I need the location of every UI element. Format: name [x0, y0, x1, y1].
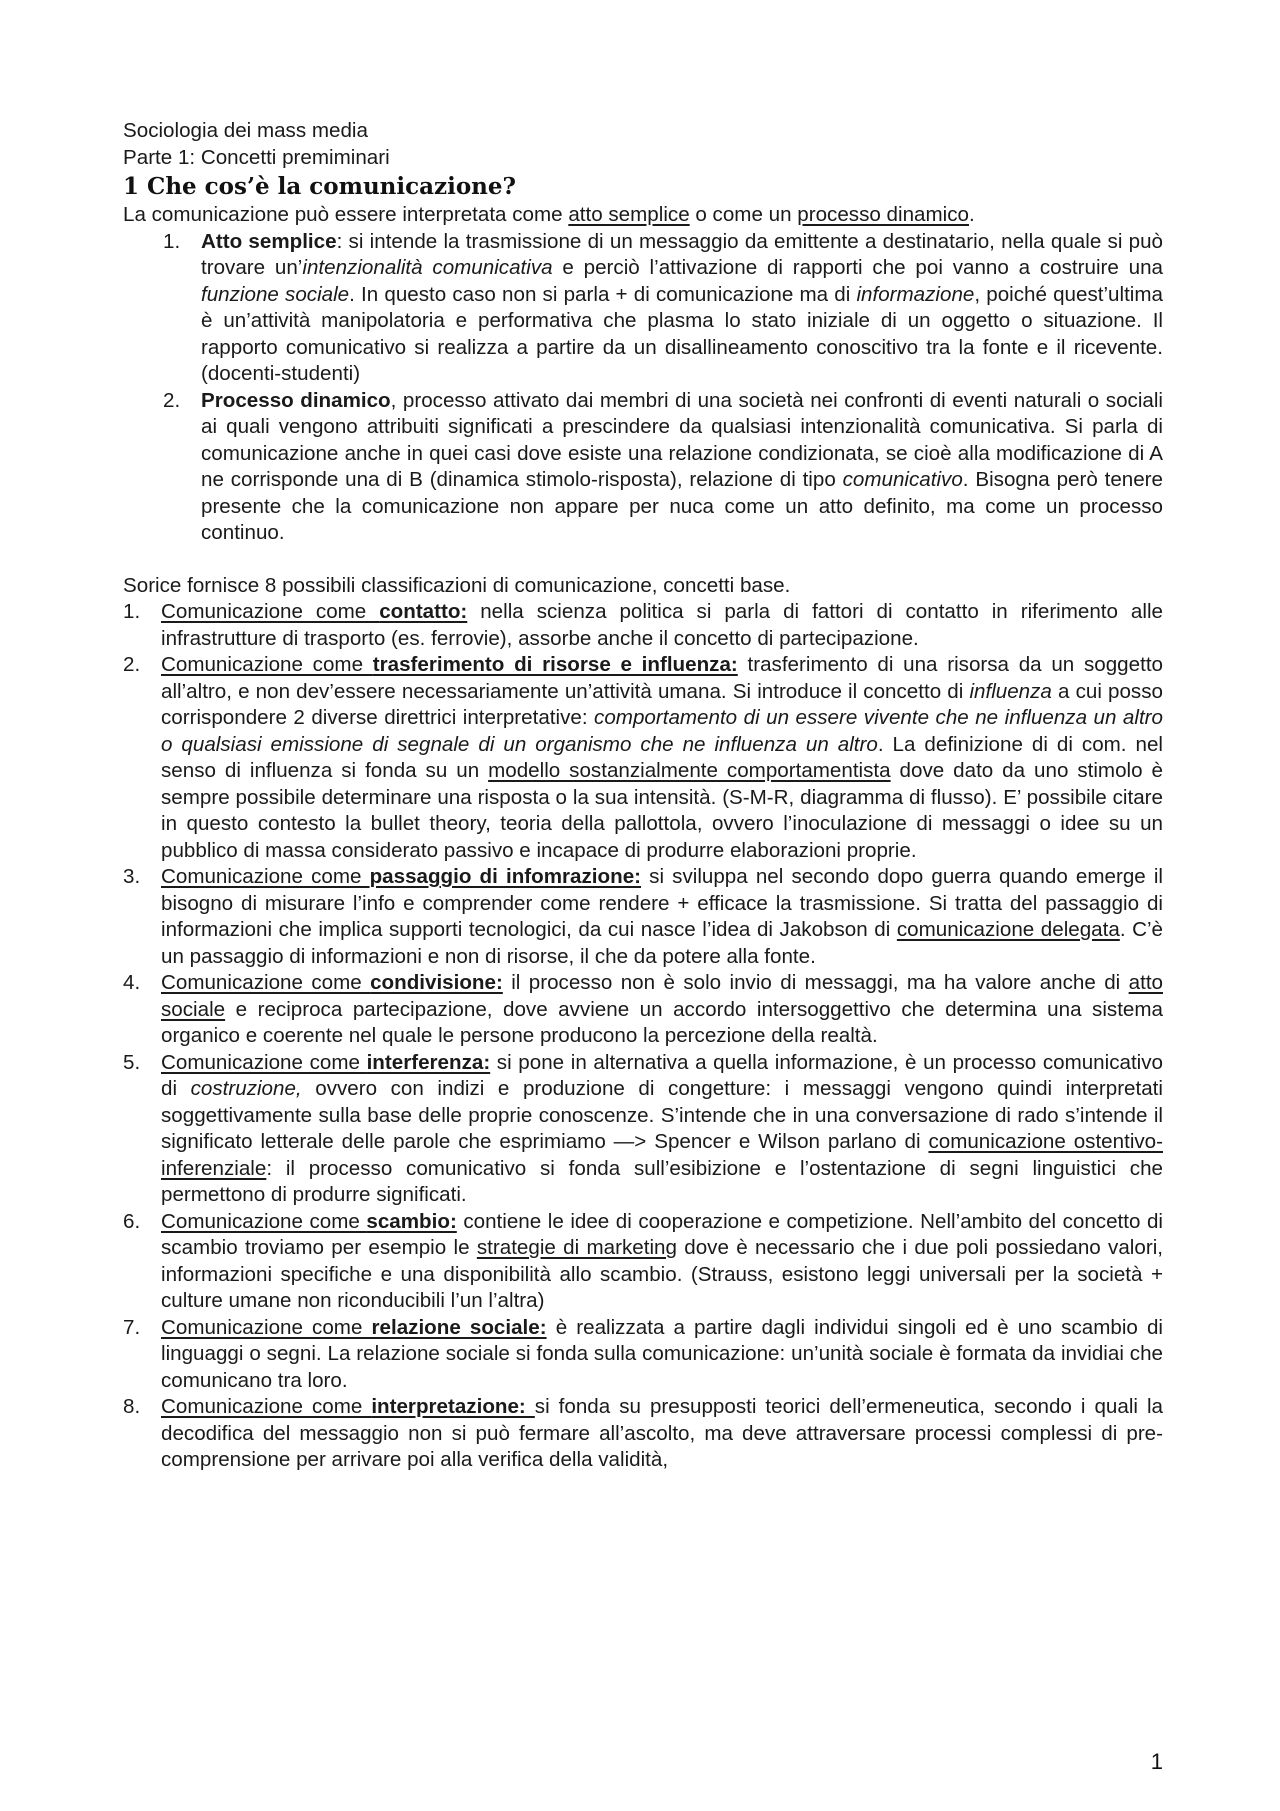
page-number: 1 — [1150, 1749, 1163, 1774]
intro-paragraph: La comunicazione può essere interpretata come atto semplice o come un processo dinamico. — [123, 203, 975, 226]
list-item: 5. Comunicazione come interferenza: si pone in alternativa a quella informazione, è un processo comunicativo di costruzione, ovvero con indizi e produzione di congetture: i messaggi vengono quindi interpretati soggettivamente sulla base delle proprie conoscenze. S’intende che in una conversazione di rado s’intende il significato letterale delle parole che esprimiamo —> Spencer e Wilson parlano di comunicazione ostentivo-inferenziale: il processo comunicativo si fonda sull’esibizione e l’ostentazione di segni linguistici che permettono di produrre significati. — [123, 1050, 1164, 1206]
list-item: 8. Comunicazione come interpretazione: si fonda su presupposti teorici dell’ermeneutica, secondo i quali la decodifica del messaggio non si può fermare all’ascolto, ma deve attraversare processi complessi di pre-comprensione per arrivare poi alla verifica della validità, — [123, 1395, 1163, 1471]
section-heading: 1 Che cos’è la comunicazione? — [123, 173, 517, 200]
list-item: 3. Comunicazione come passaggio di infomrazione: si sviluppa nel secondo dopo guerra quando emerge il bisogno di misurare l’info e comprender come rendere + efficace la trasmissione. Si tratta del passaggio di informazioni che implica supporti tecnologici, da cui nasce l’idea di Jakobson di comunicazione delegata. C’è un passaggio di informazioni e non di risorse, il che da potere alla fonte. — [123, 865, 1164, 968]
part-title: Parte 1: Concetti premiminari — [123, 145, 390, 169]
course-title: Sociologia dei mass media — [123, 119, 368, 142]
document-page — [123, 118, 1163, 1474]
list-item: 1. Comunicazione come contatto: nella scienza politica si parla di fattori di contatto in riferimento alle infrastrutture di trasporto (es. ferrovie), assorbe anche il concetto di partecipazione. — [123, 600, 1163, 650]
definition-list — [123, 229, 1163, 547]
sorice-intro: Sorice fornisce 8 possibili classificazioni di comunicazione, concetti base. — [123, 573, 791, 597]
list-item: 6. Comunicazione come scambio: contiene le idee di cooperazione e competizione. Nell’ambito del concetto di scambio troviamo per esempio le strategie di marketing dove è necessario che i due poli possiedano valori, informazioni specifiche e una disponibilità allo scambio. (Strauss, esistono leggi universali per la società + culture umane non riconducibili l’un l’altra) — [123, 1209, 1163, 1312]
list-item: 7. Comunicazione come relazione sociale: è realizzata a partire dagli individui singoli ed è uno scambio di linguaggi o segni. La relazione sociale si fonda sulla comunicazione: un’unità sociale è formata da invidiai che comunicano tra loro. — [123, 1315, 1163, 1392]
list-item: 1. Atto semplice: si intende la trasmissione di un messaggio da emittente a destinatario, nella quale si può trovare un’intenzionalità comunicativa e perciò l’attivazione di rapporti che poi vanno a costruire una funzione sociale. In questo caso non si parla + di comunicazione ma di informazione, poiché quest’ultima è un’attività manipolatoria e performativa che plasma lo stato iniziale di un oggetto o situazione. Il rapporto comunicativo si realizza a partire da un disallineamento conoscitivo tra la fonte e il ricevente. (docenti-studenti) — [163, 229, 1163, 385]
list-item: 4. Comunicazione come condivisione: il processo non è solo invio di messaggi, ma ha valore anche di atto sociale e reciproca partecipazione, dove avviene un accordo intersoggettivo che determina una sistema organico e coerente nel quale le persone producono la percezione della realtà. — [123, 971, 1163, 1047]
classification-list — [123, 599, 1163, 1474]
list-item: 2. Comunicazione come trasferimento di risorse e influenza: trasferimento di una risorsa da un soggetto all’altro, e non dev’essere necessariamente un’attività umana. Si introduce il concetto di influenza a cui posso corrispondere 2 diverse direttrici interpretative: comportamento di un essere vivente che ne influenza un altro o qualsiasi emissione di segnale di un organismo che ne influenza un altro. La definizione di di com. nel senso di influenza si fonda su un modello sostanzialmente comportamentista dove dato da uno stimolo è sempre possibile determinare una risposta o la sua intensità. (S-M-R, diagramma di flusso). E’ possibile citare in questo contesto la bullet theory, teoria della pallottola, ovvero l’inoculazione di messaggi o idee su un pubblico di massa considerato passivo e incapace di produrre elaborazioni proprie. — [123, 653, 1163, 862]
list-item: 2. Processo dinamico, processo attivato dai membri di una società nei confronti di eventi naturali o sociali ai quali vengono attribuiti significati a prescindere da qualsiasi intenzionalità comunicativa. Si parla di comunicazione anche in quei casi dove esiste una relazione condizionata, se cioè alla modificazione di A ne corrisponde una di B (dinamica stimolo-risposta), relazione di tipo comunicativo. Bisogna però tenere presente che la comunicazione non appare per nuca come un atto definito, ma come un processo continuo. — [163, 388, 1163, 544]
